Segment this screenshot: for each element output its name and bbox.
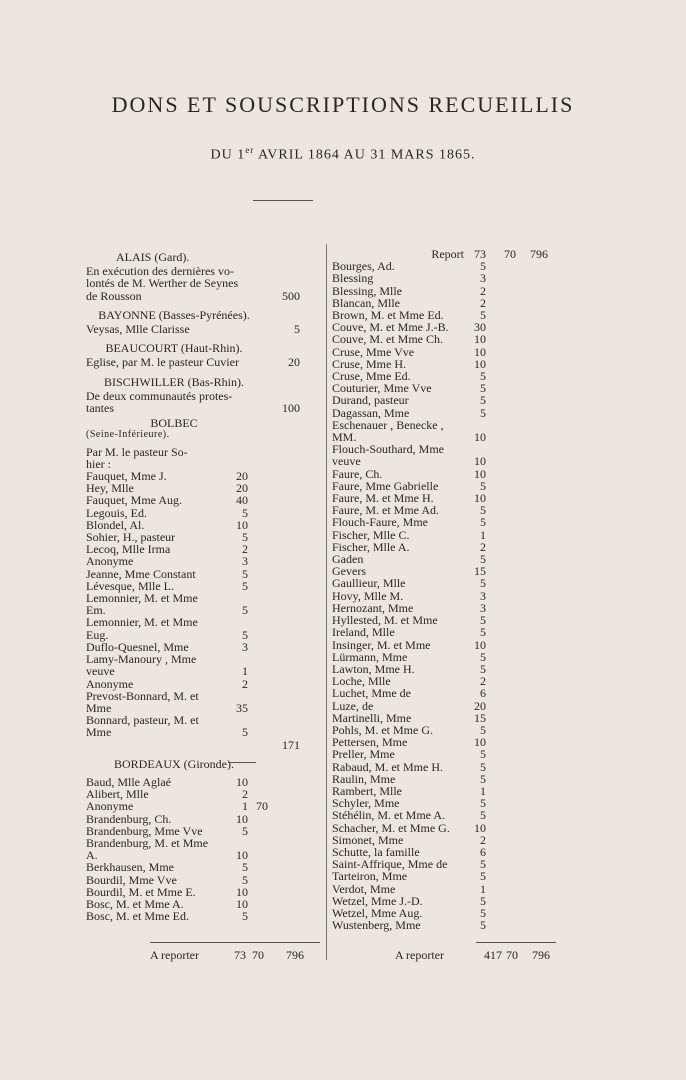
entry-amount: 20 bbox=[236, 481, 248, 496]
entry-amount: 5 bbox=[242, 725, 248, 740]
entry-name: Jeanne, Mme Constant bbox=[86, 566, 196, 581]
entry-amount: 35 bbox=[236, 700, 248, 715]
list-item bbox=[86, 714, 324, 726]
entry-name: Fischer, Mlle C. bbox=[332, 527, 410, 542]
left-footer-label: A reporter bbox=[150, 948, 199, 962]
list-item bbox=[332, 577, 554, 589]
list-item bbox=[86, 910, 324, 922]
list-item bbox=[86, 555, 324, 567]
entry-name: Faure, M. et Mme H. bbox=[332, 491, 434, 506]
list-item bbox=[86, 690, 324, 702]
right-footer-rule bbox=[476, 942, 556, 943]
right-footer-cents: 70 bbox=[506, 948, 518, 962]
list-item bbox=[332, 333, 554, 345]
list-item bbox=[332, 761, 554, 773]
entry-name: Em. bbox=[86, 603, 106, 618]
entry-name: Eschenauer , Benecke , bbox=[332, 417, 444, 432]
entry-amount: 10 bbox=[474, 735, 486, 750]
list-item bbox=[332, 541, 554, 553]
entry-name: Blessing, Mlle bbox=[332, 283, 403, 298]
entry-amount: 5 bbox=[480, 259, 486, 274]
entry-amount: 10 bbox=[474, 356, 486, 371]
entry-amount: 30 bbox=[474, 320, 486, 335]
entry-name: Couve, M. et Mme J.-B. bbox=[332, 320, 449, 335]
list-item bbox=[86, 726, 324, 738]
entry-amount: 10 bbox=[236, 848, 248, 863]
entry-name: Duflo-Quesnel, Mme bbox=[86, 639, 189, 654]
entry-amount: 5 bbox=[480, 576, 486, 591]
report-cents: 70 bbox=[504, 247, 516, 261]
entry-name: Durand, pasteur bbox=[332, 393, 409, 408]
entry-amount: 5 bbox=[480, 503, 486, 518]
section-heading-bordeaux: BORDEAUX (Gironde). bbox=[114, 756, 234, 771]
entry-name: Bourdil, Mme Vve bbox=[86, 872, 177, 887]
entry-amount: 2 bbox=[480, 539, 486, 554]
entry-name: Bosc, M. et Mme A. bbox=[86, 896, 184, 911]
entry-name: Baud, Mlle Aglaé bbox=[86, 774, 171, 789]
section-heading-beaucourt: BEAUCOURT (Haut-Rhin). bbox=[105, 341, 243, 356]
entry-amount: 1 bbox=[480, 783, 486, 798]
entry-amount: 3 bbox=[480, 271, 486, 286]
entry-name: Blessing bbox=[332, 271, 374, 286]
entry-name: Lamy-Manoury , Mme bbox=[86, 652, 197, 667]
entry-amount: 15 bbox=[474, 710, 486, 725]
entry-amount: 5 bbox=[242, 530, 248, 545]
entry-amount: 5 bbox=[242, 823, 248, 838]
entry-amount: 20 bbox=[474, 698, 486, 713]
entry-name: Bourges, Ad. bbox=[332, 259, 395, 274]
list-item bbox=[86, 616, 324, 628]
beaucourt-amount: 20 bbox=[288, 355, 300, 370]
entry-amount: 10 bbox=[474, 430, 486, 445]
list-item bbox=[86, 494, 324, 506]
entry-name: Faure, Mme Gabrielle bbox=[332, 478, 439, 493]
entry-name: Luchet, Mme de bbox=[332, 686, 411, 701]
entry-name: Berkhausen, Mme bbox=[86, 860, 174, 875]
entry-amount: 5 bbox=[480, 857, 486, 872]
entry-amount: 5 bbox=[480, 613, 486, 628]
entry-name: Flouch-Southard, Mme bbox=[332, 442, 444, 457]
list-item bbox=[86, 861, 324, 873]
entry-name: Brandenburg, Ch. bbox=[86, 811, 172, 826]
list-item bbox=[332, 870, 554, 882]
entry-amount: 5 bbox=[480, 515, 486, 530]
entry-amount: 2 bbox=[480, 832, 486, 847]
entry-name: Lemonnier, M. et Mme bbox=[86, 591, 198, 606]
right-column bbox=[332, 248, 554, 931]
bolbec-intro-2: hier : bbox=[86, 456, 111, 471]
entry-amount: 1 bbox=[480, 881, 486, 896]
entry-name: Verdot, Mme bbox=[332, 881, 396, 896]
entry-amount: 5 bbox=[480, 381, 486, 396]
entry-name: Flouch-Faure, Mme bbox=[332, 515, 428, 530]
bolbec-sum-rule bbox=[228, 762, 256, 763]
list-item bbox=[86, 813, 324, 825]
entry-name: Schyler, Mme bbox=[332, 796, 400, 811]
entry-name: Wustenberg, Mme bbox=[332, 918, 421, 933]
list-item bbox=[86, 665, 324, 677]
entry-cents: 70 bbox=[256, 799, 268, 814]
entry-name: Alibert, Mlle bbox=[86, 787, 149, 802]
entry-amount: 5 bbox=[480, 905, 486, 920]
alais-line-2: lontés de M. Werther de Seynes bbox=[86, 276, 239, 291]
entry-amount: 6 bbox=[480, 844, 486, 859]
entry-name: Lawton, Mme H. bbox=[332, 661, 415, 676]
entry-name: Lemonnier, M. et Mme bbox=[86, 615, 198, 630]
entry-name: Raulin, Mme bbox=[332, 771, 396, 786]
entry-name: Insinger, M. et Mme bbox=[332, 637, 431, 652]
list-item bbox=[332, 687, 554, 699]
entry-name: Faure, Ch. bbox=[332, 466, 383, 481]
list-item bbox=[86, 800, 324, 812]
list-item bbox=[332, 455, 554, 467]
list-item bbox=[332, 626, 554, 638]
list-item bbox=[332, 394, 554, 406]
entry-name: Cruse, Mme H. bbox=[332, 356, 406, 371]
entry-amount: 10 bbox=[236, 884, 248, 899]
entry-amount: 3 bbox=[480, 588, 486, 603]
left-footer-total: 796 bbox=[286, 948, 304, 962]
list-item bbox=[332, 272, 554, 284]
list-item bbox=[86, 874, 324, 886]
entry-name: MM. bbox=[332, 430, 357, 445]
entry-name: Sohier, H., pasteur bbox=[86, 530, 176, 545]
list-item bbox=[332, 407, 554, 419]
bischwiller-line-2: tantes 100 bbox=[86, 401, 300, 416]
entry-amount: 5 bbox=[242, 860, 248, 875]
subtitle-rest: AVRIL 1864 AU 31 MARS 1865. bbox=[257, 147, 476, 163]
entry-amount: 5 bbox=[480, 393, 486, 408]
entry-amount: 10 bbox=[236, 896, 248, 911]
entry-amount: 10 bbox=[474, 332, 486, 347]
entry-name: Wetzel, Mme J.-D. bbox=[332, 893, 423, 908]
entry-amount: 5 bbox=[480, 625, 486, 640]
page-subtitle bbox=[0, 145, 686, 164]
entry-name: Blancan, Mlle bbox=[332, 295, 400, 310]
entry-name: Cruse, Mme Ed. bbox=[332, 369, 411, 384]
bordeaux-list bbox=[86, 776, 324, 922]
list-item bbox=[332, 700, 554, 712]
entry-name: Brandenburg, Mme Vve bbox=[86, 823, 203, 838]
entry-name: Rambert, Mlle bbox=[332, 783, 402, 798]
entry-amount: 5 bbox=[242, 603, 248, 618]
entry-name: Blondel, Al. bbox=[86, 517, 145, 532]
entry-name: veuve bbox=[332, 454, 361, 469]
report-amount: 73 bbox=[474, 247, 486, 261]
right-footer-amount: 417 bbox=[484, 948, 502, 962]
entry-name: Pohls, M. et Mme G. bbox=[332, 722, 434, 737]
entry-amount: 5 bbox=[242, 872, 248, 887]
bolbec-total: 171 bbox=[282, 737, 300, 752]
list-item bbox=[332, 809, 554, 821]
entry-name: Tarteiron, Mme bbox=[332, 869, 408, 884]
list-item bbox=[332, 516, 554, 528]
entry-name: Gaden bbox=[332, 552, 364, 567]
entry-name: Saint-Affrique, Mme de bbox=[332, 857, 448, 872]
entry-name: Martinelli, Mme bbox=[332, 710, 412, 725]
entry-name: Wetzel, Mme Aug. bbox=[332, 905, 423, 920]
entry-amount: 5 bbox=[480, 893, 486, 908]
right-footer-total: 796 bbox=[532, 948, 550, 962]
entry-name: Hovy, Mlle M. bbox=[332, 588, 404, 603]
bischwiller-line-1: De deux communautés protes- bbox=[86, 388, 233, 403]
entry-amount: 6 bbox=[480, 686, 486, 701]
entry-name: Anonyme bbox=[86, 799, 134, 814]
list-item bbox=[86, 678, 324, 690]
entry-name: Lürmann, Mme bbox=[332, 649, 408, 664]
entry-amount: 5 bbox=[242, 505, 248, 520]
title-rule bbox=[253, 200, 313, 201]
list-item bbox=[332, 285, 554, 297]
left-footer-rule bbox=[150, 942, 320, 943]
section-heading-bischwiller: BISCHWILLER (Bas-Rhin). bbox=[104, 374, 244, 389]
entry-amount: 1 bbox=[480, 527, 486, 542]
list-item bbox=[86, 653, 324, 665]
entry-amount: 5 bbox=[480, 552, 486, 567]
entry-amount: 10 bbox=[474, 466, 486, 481]
entry-amount: 2 bbox=[480, 674, 486, 689]
entry-name: Preller, Mme bbox=[332, 747, 395, 762]
entry-name: Couturier, Mme Vve bbox=[332, 381, 432, 396]
entry-amount: 10 bbox=[474, 454, 486, 469]
entry-name: Hyllested, M. et Mme bbox=[332, 613, 438, 628]
bolbec-subheading: (Seine-Inférieure). bbox=[86, 429, 170, 441]
entry-name: Legouis, Ed. bbox=[86, 505, 147, 520]
list-item bbox=[86, 837, 324, 849]
entry-amount: 2 bbox=[242, 787, 248, 802]
list-item bbox=[332, 919, 554, 931]
list-item bbox=[332, 443, 554, 455]
entry-amount: 5 bbox=[480, 869, 486, 884]
right-list bbox=[332, 260, 554, 931]
entry-amount: 1 bbox=[242, 799, 248, 814]
entry-name: Cruse, Mme Vve bbox=[332, 344, 415, 359]
entry-name: Rabaud, M. et Mme H. bbox=[332, 759, 443, 774]
entry-name: Faure, M. et Mme Ad. bbox=[332, 503, 439, 518]
entry-amount: 10 bbox=[236, 811, 248, 826]
alais-line-1: En exécution des dernières vo- bbox=[86, 264, 234, 279]
entry-name: Schacher, M. et Mme G. bbox=[332, 820, 450, 835]
entry-name: Couve, M. et Mme Ch. bbox=[332, 332, 443, 347]
bolbec-total-row bbox=[86, 739, 324, 751]
entry-amount: 5 bbox=[480, 918, 486, 933]
alais-line-3: de Rousson 500 bbox=[86, 288, 300, 303]
entry-amount: 1 bbox=[242, 664, 248, 679]
right-footer-label: A reporter bbox=[395, 948, 444, 962]
left-footer-cents: 70 bbox=[252, 948, 264, 962]
entry-name: Mme bbox=[86, 725, 112, 740]
column-divider bbox=[326, 244, 327, 960]
entry-name: Simonet, Mme bbox=[332, 832, 404, 847]
entry-amount: 5 bbox=[242, 566, 248, 581]
list-item bbox=[332, 822, 554, 834]
section-heading-bolbec: BOLBEC bbox=[150, 416, 198, 431]
entry-name: Mme bbox=[86, 700, 112, 715]
bayonne-amount: 5 bbox=[294, 322, 300, 337]
entry-name: Bosc, M. et Mme Ed. bbox=[86, 909, 189, 924]
entry-amount: 5 bbox=[242, 627, 248, 642]
list-item bbox=[332, 346, 554, 358]
entry-amount: 20 bbox=[236, 469, 248, 484]
entry-name: Gaullieur, Mlle bbox=[332, 576, 406, 591]
entry-name: Brown, M. et Mme Ed. bbox=[332, 308, 444, 323]
subtitle-ordinal: er bbox=[245, 145, 255, 155]
entry-name: Bourdil, M. et Mme E. bbox=[86, 884, 196, 899]
entry-name: Hey, Mlle bbox=[86, 481, 134, 496]
entry-name: Pettersen, Mme bbox=[332, 735, 408, 750]
page-title: DONS ET SOUSCRIPTIONS RECUEILLIS bbox=[111, 92, 575, 117]
alais-amount: 500 bbox=[282, 288, 300, 303]
bolbec-list bbox=[86, 470, 324, 738]
list-item bbox=[332, 639, 554, 651]
entry-amount: 5 bbox=[480, 808, 486, 823]
entry-amount: 5 bbox=[480, 722, 486, 737]
report-label: Report bbox=[431, 247, 464, 261]
bayonne-entry: Veysas, Mlle Clarisse 5 bbox=[86, 322, 300, 337]
entry-name: Ireland, Mlle bbox=[332, 625, 395, 640]
list-item bbox=[86, 592, 324, 604]
entry-name: Gevers bbox=[332, 564, 366, 579]
entry-name: Brandenburg, M. et Mme bbox=[86, 835, 209, 850]
subtitle-day: 1 bbox=[237, 147, 246, 163]
entry-name: Luze, de bbox=[332, 698, 374, 713]
report-total: 796 bbox=[530, 247, 548, 261]
left-footer-amount: 73 bbox=[234, 948, 246, 962]
entry-name: Lévesque, Mlle L. bbox=[86, 578, 174, 593]
entry-name: A. bbox=[86, 848, 98, 863]
entry-name: veuve bbox=[86, 664, 115, 679]
list-item bbox=[332, 883, 554, 895]
list-item bbox=[332, 748, 554, 760]
entry-amount: 5 bbox=[480, 478, 486, 493]
entry-name: Loche, Mlle bbox=[332, 674, 391, 689]
entry-amount: 5 bbox=[480, 308, 486, 323]
bischwiller-amount: 100 bbox=[282, 401, 300, 416]
entry-name: Fauquet, Mme J. bbox=[86, 469, 167, 484]
entry-amount: 10 bbox=[236, 774, 248, 789]
entry-amount: 2 bbox=[242, 542, 248, 557]
list-item bbox=[332, 419, 554, 431]
entry-amount: 5 bbox=[480, 405, 486, 420]
entry-name: Stéhélin, M. et Mme A. bbox=[332, 808, 445, 823]
subtitle-du: DU bbox=[210, 147, 233, 163]
entry-amount: 10 bbox=[474, 637, 486, 652]
entry-name: Eug. bbox=[86, 627, 109, 642]
entry-amount: 10 bbox=[474, 820, 486, 835]
entry-amount: 5 bbox=[480, 369, 486, 384]
entry-name: Schutte, la famille bbox=[332, 844, 420, 859]
left-column bbox=[86, 248, 324, 922]
entry-amount: 5 bbox=[480, 747, 486, 762]
bolbec-intro-1: Par M. le pasteur So- bbox=[86, 444, 188, 459]
entry-name: Bonnard, pasteur, M. et bbox=[86, 713, 199, 728]
entry-amount: 10 bbox=[474, 344, 486, 359]
section-heading-bayonne: BAYONNE (Basses-Pyrénées). bbox=[98, 307, 250, 322]
entry-amount: 15 bbox=[474, 564, 486, 579]
entry-name: Anonyme bbox=[86, 554, 134, 569]
beaucourt-entry: Eglise, par M. le pasteur Cuvier 20 bbox=[86, 355, 300, 370]
entry-name: Fauquet, Mme Aug. bbox=[86, 493, 182, 508]
entry-amount: 5 bbox=[480, 661, 486, 676]
entry-amount: 5 bbox=[480, 649, 486, 664]
entry-amount: 2 bbox=[480, 283, 486, 298]
entry-amount: 5 bbox=[480, 759, 486, 774]
entry-name: Lecoq, Mlle Irma bbox=[86, 542, 171, 557]
entry-name: Hernozant, Mme bbox=[332, 600, 414, 615]
entry-amount: 40 bbox=[236, 493, 248, 508]
entry-amount: 5 bbox=[242, 578, 248, 593]
entry-amount: 10 bbox=[236, 517, 248, 532]
section-heading-alais: ALAIS (Gard). bbox=[116, 250, 190, 264]
entry-amount: 3 bbox=[242, 639, 248, 654]
entry-amount: 5 bbox=[242, 909, 248, 924]
entry-amount: 5 bbox=[480, 771, 486, 786]
entry-amount: 3 bbox=[480, 600, 486, 615]
entry-amount: 2 bbox=[242, 676, 248, 691]
entry-name: Dagassan, Mme bbox=[332, 405, 410, 420]
entry-name: Prevost-Bonnard, M. et bbox=[86, 688, 199, 703]
entry-amount: 2 bbox=[480, 295, 486, 310]
entry-amount: 5 bbox=[480, 796, 486, 811]
entry-amount: 3 bbox=[242, 554, 248, 569]
entry-name: Fischer, Mlle A. bbox=[332, 539, 410, 554]
entry-amount: 10 bbox=[474, 491, 486, 506]
entry-name: Anonyme bbox=[86, 676, 134, 691]
